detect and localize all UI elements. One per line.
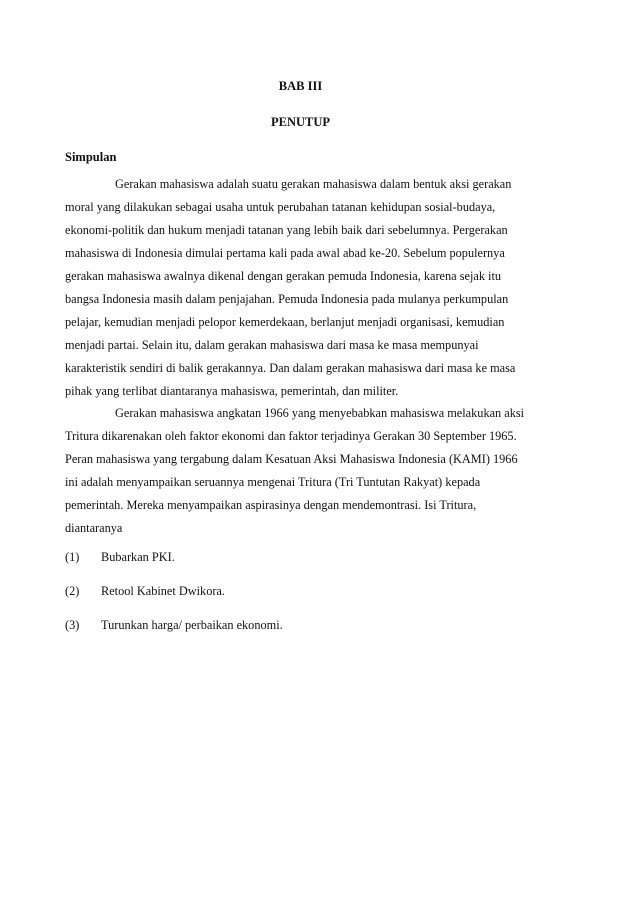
chapter-title: PENUTUP [270,115,331,129]
paragraph-line: Gerakan mahasiswa angkatan 1966 yang menyebabkan mahasiswa melakukan aksi [115,406,525,420]
paragraph-line: Peran mahasiswa yang tergabung dalam Kesatuan Aksi Mahasiswa Indonesia (KAMI) 1966 [65,452,518,466]
section-heading: Simpulan [65,150,117,164]
list-item [65,546,283,580]
list-item [65,580,283,614]
paragraph-line: moral yang dilakukan sebagai usaha untuk perubahan tatanan kehidupan sosial-budaya, [65,200,496,214]
list-item-number: (1) [65,550,80,564]
chapter-heading: BAB III [278,79,323,93]
paragraph-line: menjadi partai. Selain itu, dalam gerakan mahasiswa dari masa ke masa mempunyai [65,338,479,352]
paragraph-line: pihak yang terlibat diantaranya mahasiswa, pemerintah, dan militer. [65,384,399,398]
paragraph-line: bangsa Indonesia masih dalam penjajahan. Pemuda Indonesia pada mulanya perkumpulan [65,292,509,306]
paragraph-line: gerakan mahasiswa awalnya dikenal dengan gerakan pemuda Indonesia, karena sejak itu [65,269,502,283]
paragraph-line: mahasiswa di Indonesia dimulai pertama kali pada awal abad ke-20. Sebelum populernya [65,246,505,260]
list-item-text: Turunkan harga/ perbaikan ekonomi. [101,618,283,632]
tritura-list [65,546,283,648]
paragraph-line: ekonomi-politik dan hukum menjadi tatanan yang lebih baik dari sebelumnya. Pergerakan [65,223,508,237]
list-item-text: Retool Kabinet Dwikora. [101,584,225,598]
paragraph-line: Tritura dikarenakan oleh faktor ekonomi dan faktor terjadinya Gerakan 30 September 1965. [65,429,517,443]
paragraph-line: pelajar, kemudian menjadi pelopor kemerdekaan, berlanjut menjadi organisasi, kemudian [65,315,505,329]
paragraph-line: ini adalah menyampaikan seruannya mengenai Tritura (Tri Tuntutan Rakyat) kepada [65,475,481,489]
paragraph-line: pemerintah. Mereka menyampaikan aspirasinya dengan mendemontrasi. Isi Tritura, [65,498,477,512]
paragraph-line: diantaranya [65,521,123,535]
paragraph-line: karakteristik sendiri di balik gerakannya. Dan dalam gerakan mahasiswa dari masa ke masa [65,361,516,375]
list-item [65,614,283,648]
paragraph-line: Gerakan mahasiswa adalah suatu gerakan mahasiswa dalam bentuk aksi gerakan [115,177,512,191]
paragraph-2 [65,402,524,540]
list-item-text: Bubarkan PKI. [101,550,175,564]
list-item-number: (2) [65,584,80,598]
paragraph-1 [65,173,515,403]
list-item-number: (3) [65,618,80,632]
